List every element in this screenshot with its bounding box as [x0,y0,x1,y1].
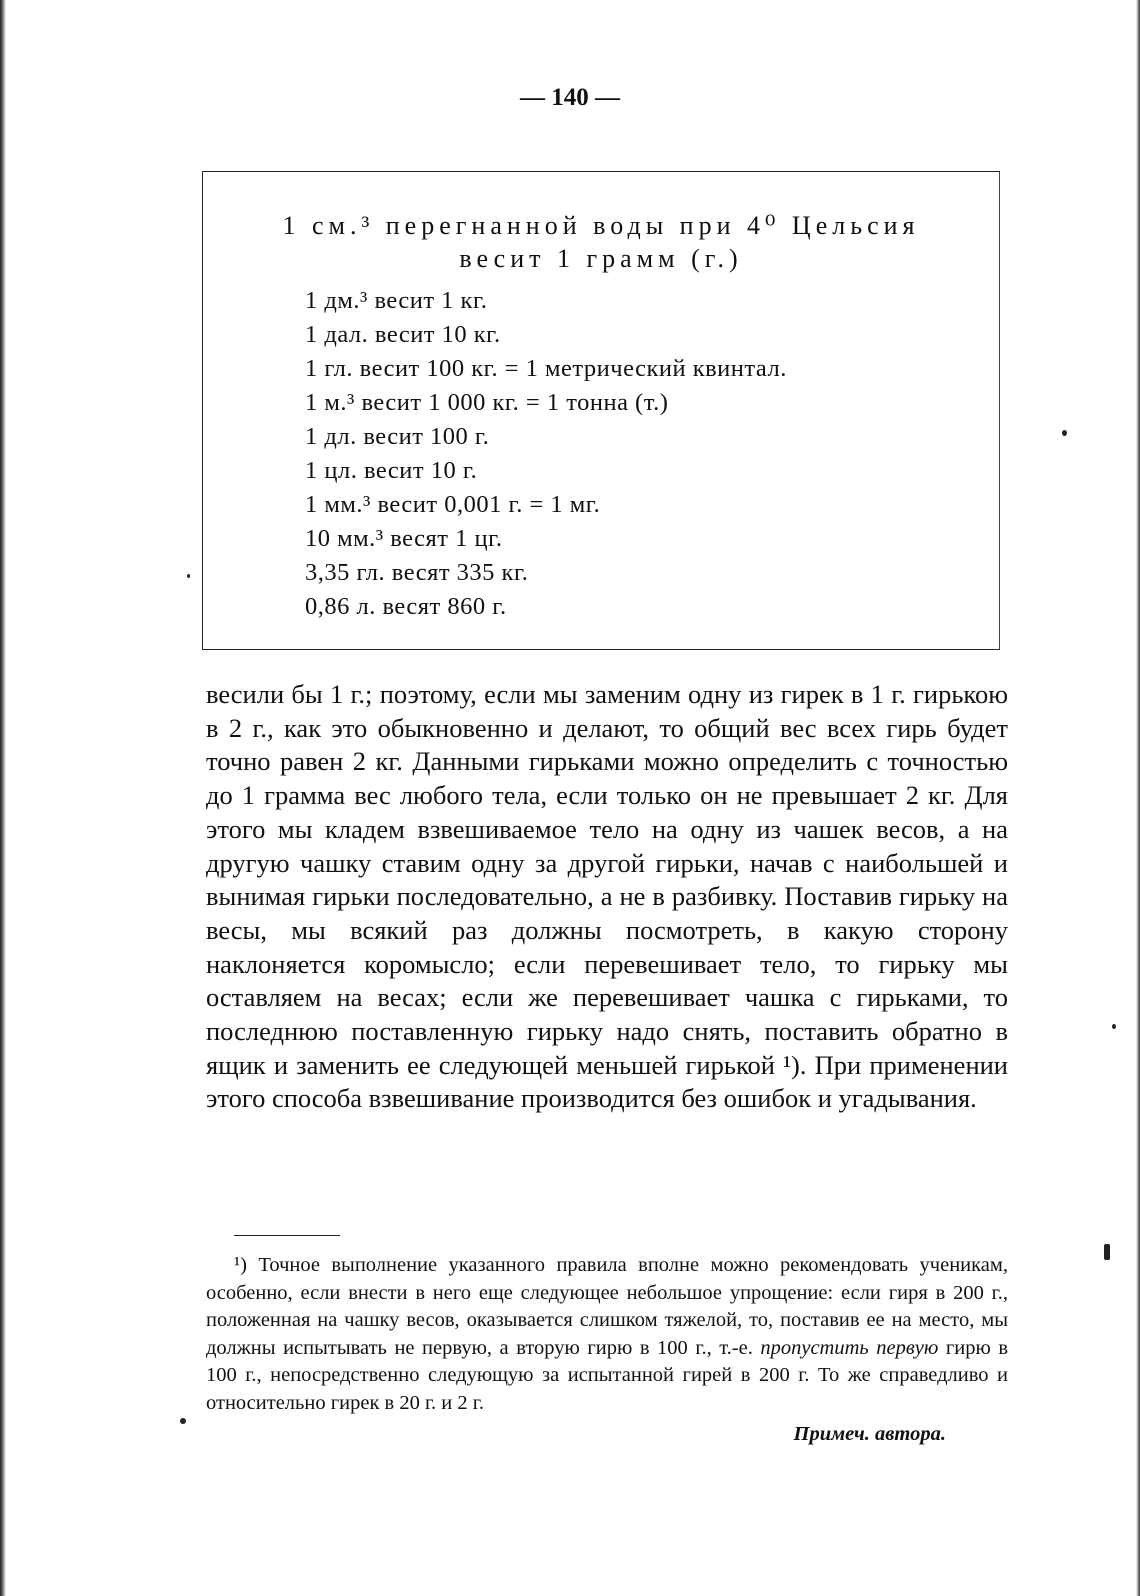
footnote-text [206,1252,1008,1417]
footnote-emphasis: пропустить первую [760,1336,939,1359]
table-row: 1 м.³ весит 1 000 кг. = 1 тонна (т.) [305,389,669,416]
table-rows [305,284,787,624]
table-heading-line-2: весит 1 грамм (г.) [459,244,743,273]
footnote-signature: Примеч. автора. [793,1423,946,1445]
table-heading-line-1: 1 см.³ перегнанной воды при 4⁰ Цельсия [282,211,920,240]
body-paragraph: весили бы 1 г.; поэтому, если мы заменим одну из гирек в 1 г. гирькою в 2 г., как это обыкновенно и делают, то общий вес всех гирь будет точно равен 2 кг. Данными гирьками можно определить с точностью до 1 грамма вес любого тела, если только он не превышает 2 кг. Для этого мы кладем взвешиваемое тело на одну из чашек весов, а на другую чашку ставим одну за другой гирьки, начав с наибольшей и вынимая гирьки последовательно, а не в разбивку. Поставив гирьку на весы, мы всякий раз должны посмотреть, в какую сторону наклоняется коромысло; если перевешивает тело, то гирьку мы оставляем на весах; если же перевешивает чашка с гирьками, то последнюю поставленную гирьку надо снять, поставить обратно в ящик и заменить ее следующей меньшей гирькой ¹). При применении этого способа взвешивание производится без ошибок и угадывания. [206,679,1008,1114]
table-row: 0,86 л. весят 860 г. [305,593,507,620]
footnote-divider [234,1235,340,1236]
footnote [206,1252,1008,1449]
table-row: 1 цл. весит 10 г. [305,457,478,484]
body-text [206,678,1008,1116]
table-row: 1 дл. весит 100 г. [305,423,490,450]
footnote-text-end: гирю в 100 г., непосредственно следующую за испытанной гирей в 200 г. То же справедливо и относительно гирек в 20 г. и 2 г. [206,1336,1008,1414]
page-number: — 140 — [520,84,620,111]
scan-speck [187,574,190,578]
table-row: 3,35 гл. весят 335 кг. [305,559,529,586]
scan-speck [1104,1244,1110,1260]
table-row: 1 дм.³ весит 1 кг. [305,287,488,314]
scan-edge-right [1136,0,1140,1596]
table-row: 1 гл. весит 100 кг. = 1 метрический квинтал. [305,355,787,382]
scan-speck [1062,430,1067,436]
table-row: 1 дал. весит 10 кг. [305,321,501,348]
table-row: 10 мм.³ весят 1 цг. [305,525,503,552]
scan-edge-left [0,0,6,1596]
table-row: 1 мм.³ весит 0,001 г. = 1 мг. [305,491,601,518]
footnote-text-start: ¹) Точное выполнение указанного правила вполне можно рекомендовать ученикам, особенно, если внести в него еще следующее небольшое упрощение: если гиря в 200 г., положенная на чашку весов, оказывается слишком тяжелой, то, поставив ее на место, мы должны испытывать не первую, а вторую гирю в 100 г., т.-е. [206,1254,1008,1359]
scan-speck [1112,1024,1116,1029]
weights-table-box [202,171,1000,650]
scan-speck [180,1418,186,1424]
